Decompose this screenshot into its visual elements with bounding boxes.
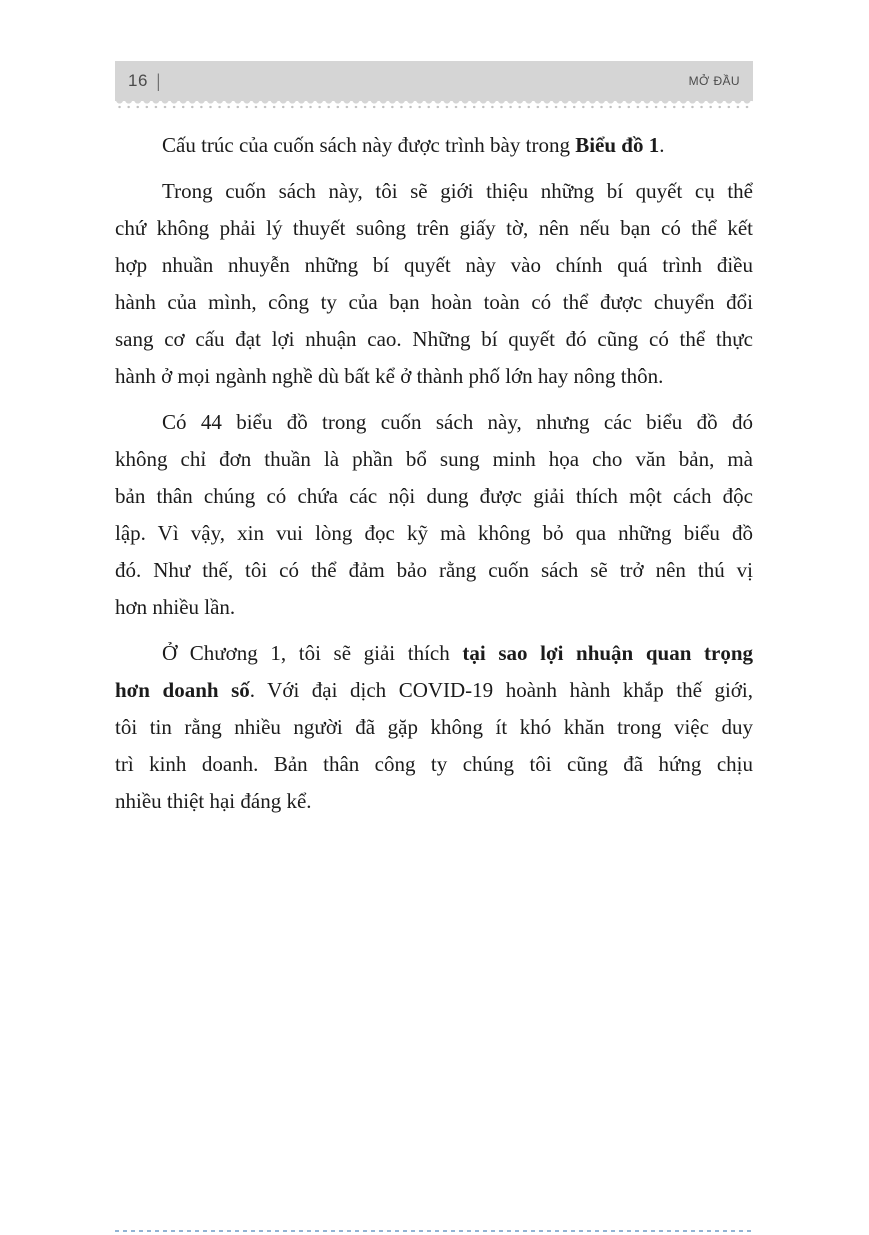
paragraph <box>115 404 753 626</box>
page-number-group <box>128 71 161 92</box>
text-run: bản thân chúng có chứa các nội dung được giải thích một cách độc <box>115 484 753 508</box>
header-perforation-dots <box>115 105 753 109</box>
text-line <box>115 746 753 783</box>
text-run: Có 44 biểu đồ trong cuốn sách này, nhưng các biểu đồ đó <box>162 410 753 434</box>
text-run: nhiều thiệt hại đáng kể. <box>115 789 312 813</box>
text-line <box>115 783 753 820</box>
footer-dashed-divider <box>115 1230 753 1232</box>
paragraph <box>115 173 753 395</box>
text-line <box>115 441 753 478</box>
text-line <box>115 635 753 672</box>
paragraph <box>115 127 753 164</box>
text-run: hợp nhuần nhuyễn những bí quyết này vào chính quá trình điều <box>115 253 753 277</box>
text-line <box>115 358 753 395</box>
text-run: trì kinh doanh. Bản thân công ty chúng tôi cũng đã hứng chịu <box>115 752 753 776</box>
text-line <box>115 173 753 210</box>
bold-text-run: tại sao lợi nhuận quan trọng <box>462 641 753 665</box>
text-line <box>115 284 753 321</box>
text-run: Cấu trúc của cuốn sách này được trình bày trong <box>162 133 576 157</box>
text-line <box>115 247 753 284</box>
page-header <box>115 61 753 101</box>
text-line <box>115 515 753 552</box>
text-line <box>115 321 753 358</box>
bold-text-run: Biểu đồ 1 <box>575 133 660 157</box>
page-number-separator: | <box>156 70 161 91</box>
text-run: hành của mình, công ty của bạn hoàn toàn có thể được chuyển đổi <box>115 290 753 314</box>
bold-text-run: hơn doanh số <box>115 678 250 702</box>
text-run: . Với đại dịch COVID-19 hoành hành khắp thế giới, <box>249 678 753 702</box>
text-line <box>115 478 753 515</box>
text-run: hành ở mọi ngành nghề dù bất kể ở thành phố lớn hay nông thôn. <box>115 364 664 388</box>
text-run: Ở Chương 1, tôi sẽ giải thích <box>162 641 463 665</box>
text-line <box>115 589 753 626</box>
section-title: MỞ ĐẦU <box>688 74 740 88</box>
text-line <box>115 672 753 709</box>
text-line <box>115 709 753 746</box>
text-line <box>115 210 753 247</box>
paragraph <box>115 635 753 820</box>
text-run: chứ không phải lý thuyết suông trên giấy tờ, nên nếu bạn có thể kết <box>115 216 753 240</box>
text-run: Trong cuốn sách này, tôi sẽ giới thiệu những bí quyết cụ thể <box>162 179 753 203</box>
body-text <box>115 127 753 829</box>
text-run: hơn nhiều lần. <box>115 595 236 619</box>
text-run: tôi tin rằng nhiều người đã gặp không ít khó khăn trong việc duy <box>115 715 753 739</box>
text-run: lập. Vì vậy, xin vui lòng đọc kỹ mà không bỏ qua những biểu đồ <box>115 521 753 545</box>
text-run: sang cơ cấu đạt lợi nhuận cao. Những bí quyết đó cũng có thể thực <box>115 327 753 351</box>
page-number: 16 <box>128 71 148 90</box>
text-line <box>115 552 753 589</box>
text-run: . <box>659 133 665 157</box>
text-run: không chỉ đơn thuần là phần bổ sung minh họa cho văn bản, mà <box>115 447 753 471</box>
text-run: đó. Như thế, tôi có thể đảm bảo rằng cuốn sách sẽ trở nên thú vị <box>115 558 753 582</box>
text-line <box>115 127 753 164</box>
text-line <box>115 404 753 441</box>
